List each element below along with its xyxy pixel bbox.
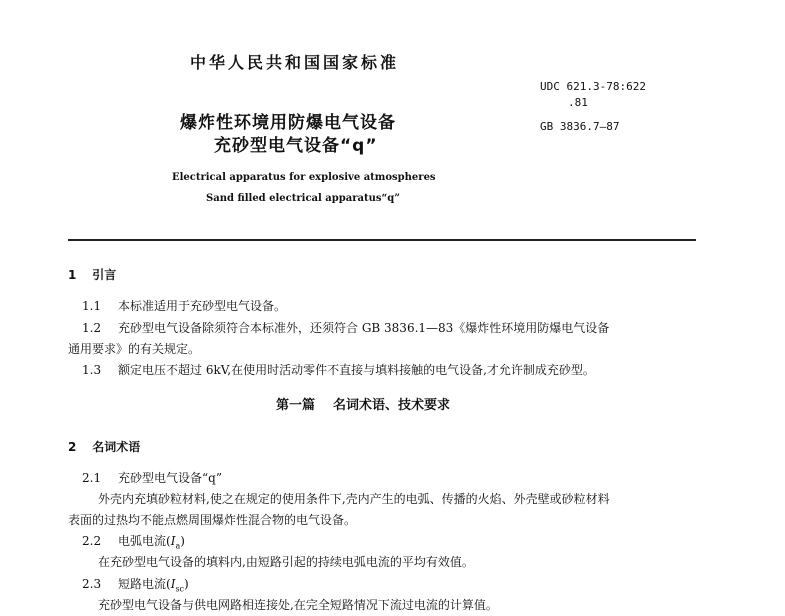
term-2-2-heading (82, 532, 185, 550)
document-title-line2: 充砂型电气设备“q” (214, 136, 378, 156)
term-2-1-definition-line1 (98, 490, 610, 507)
section-1-heading (68, 266, 116, 283)
udc-code-line1: UDC 621.3-78:622 (540, 80, 646, 93)
english-title-line1: Electrical apparatus for explosive atmospheres (172, 172, 436, 183)
term-number: 2.2 (82, 534, 102, 548)
document-title-line1: 爆炸性环境用防爆电气设备 (180, 113, 396, 133)
clause-text: 额定电压不超过 6kV,在使用时活动零件不直接与填料接触的电气设备,才允许制成充砂型。 (118, 363, 595, 377)
term-2-2-definition (98, 553, 474, 570)
clause-text: 充砂型电气设备除须符合本标准外，还须符合 GB 3836.1—83《爆炸性环境用防爆电气设备 (118, 321, 610, 335)
term-2-1-definition-line2 (68, 511, 356, 528)
section-number: 1 (68, 268, 77, 282)
clause-1-1 (82, 297, 286, 314)
section-title: 引言 (92, 268, 117, 282)
term-definition: 外壳内充填砂粒材料,使之在规定的使用条件下,壳内产生的电弧、传播的火焰、外壳壁或砂粒材料 (98, 492, 610, 506)
clause-1-3 (82, 361, 595, 378)
term-symbol-subscript: a (175, 541, 181, 551)
term-symbol: I (170, 577, 176, 591)
english-title-line2: Sand filled electrical apparatus“q” (206, 193, 401, 204)
term-definition: 在充砂型电气设备的填料内,由短路引起的持续电弧电流的平均有效值。 (98, 555, 474, 569)
udc-code-line2: .81 (568, 96, 588, 109)
clause-number: 1.1 (82, 299, 102, 313)
part-title: 名词术语、技术要求 (333, 398, 451, 413)
term-close: ) (184, 577, 189, 591)
term-close: ) (180, 534, 185, 548)
standard-org-title: 中华人民共和国国家标准 (190, 53, 400, 72)
term-number: 2.1 (82, 471, 102, 485)
term-definition: 充砂型电气设备与供电网路相连接处,在完全短路情况下流过电流的计算值。 (98, 598, 498, 612)
clause-1-2 (82, 319, 609, 336)
section-number: 2 (68, 440, 77, 454)
term-symbol: I (170, 534, 176, 548)
clause-number: 1.2 (82, 321, 102, 335)
clause-text: 本标准适用于充砂型电气设备。 (118, 299, 287, 313)
term-title: 短路电流( (118, 577, 171, 591)
header-divider (68, 239, 696, 241)
section-title: 名词术语 (92, 440, 141, 454)
term-title: 充砂型电气设备“q” (118, 471, 222, 485)
gb-standard-number: GB 3836.7—87 (540, 120, 620, 133)
term-2-3-heading (82, 575, 189, 593)
term-2-1-heading (82, 469, 222, 486)
section-2-heading (68, 438, 140, 455)
term-2-3-definition (98, 596, 498, 613)
clause-number: 1.3 (82, 363, 102, 377)
part-label: 第一篇 (276, 398, 316, 413)
clause-1-2-continued (68, 340, 200, 357)
term-title: 电弧电流( (118, 534, 171, 548)
term-definition: 表面的过热均不能点燃周围爆炸性混合物的电气设备。 (68, 513, 357, 527)
clause-text: 通用要求》的有关规定。 (68, 342, 201, 356)
term-number: 2.3 (82, 577, 102, 591)
term-symbol-subscript: sc (175, 584, 185, 594)
part-heading (276, 394, 450, 413)
